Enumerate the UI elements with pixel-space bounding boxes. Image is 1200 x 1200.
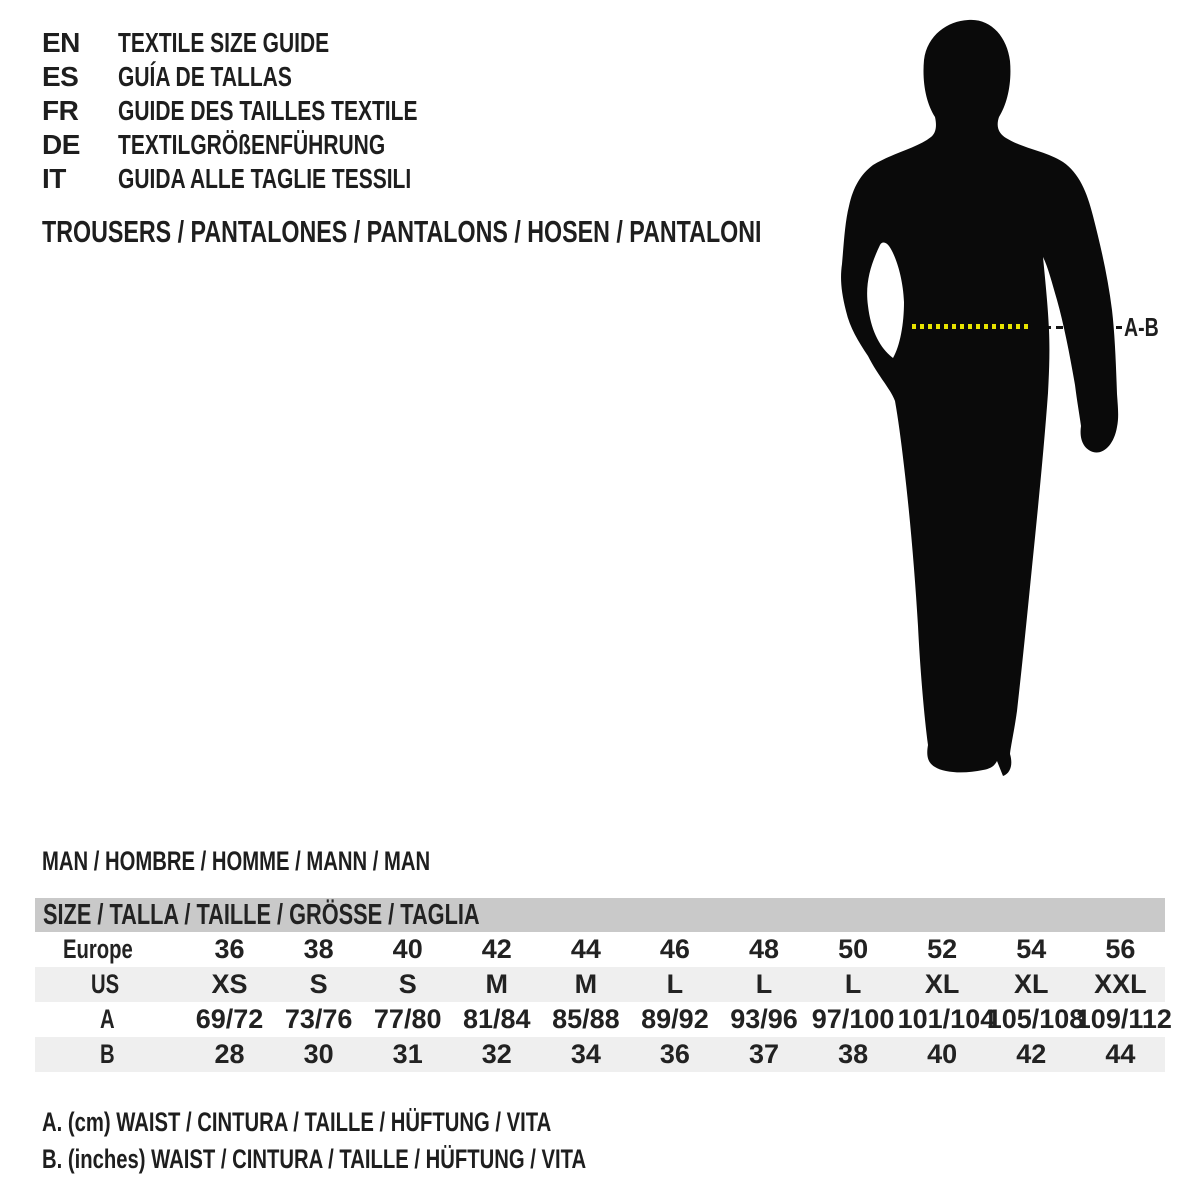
table-row-us	[35, 967, 1165, 1002]
table-cell: 36	[659, 1039, 690, 1069]
row-label: Europe	[63, 934, 134, 964]
table-cell: S	[309, 969, 328, 999]
table-cell: M	[574, 969, 598, 999]
language-code: EN	[42, 27, 80, 58]
size-table-header-row	[35, 898, 1165, 932]
category-title: TROUSERS / PANTALONES / PANTALONS / HOSEN / PANTALONI	[42, 214, 762, 249]
table-cell: 38	[303, 934, 334, 964]
table-cell: XL	[1013, 969, 1049, 999]
table-cell: 69/72	[195, 1004, 264, 1034]
waist-dotted-line	[912, 324, 1032, 329]
size-table	[35, 898, 1172, 1072]
table-cell: 105/108	[986, 1004, 1085, 1034]
language-title: GUIDE DES TAILLES TEXTILE	[118, 95, 418, 126]
table-cell: XS	[211, 969, 248, 999]
language-row-it	[42, 162, 517, 196]
table-cell: M	[485, 969, 509, 999]
size-table-header: SIZE / TALLA / TAILLE / GRÖSSE / TAGLIA	[35, 898, 1165, 932]
table-cell: 52	[927, 934, 958, 964]
table-cell: 109/112	[1075, 1004, 1172, 1034]
table-cell: XXL	[1094, 969, 1147, 999]
table-cell: XL	[924, 969, 960, 999]
man-silhouette-figure	[838, 16, 1120, 780]
language-row-es	[42, 60, 517, 94]
row-label: US	[91, 969, 120, 999]
table-cell: 31	[392, 1039, 423, 1069]
row-label: B	[100, 1039, 115, 1069]
footnotes	[42, 1104, 767, 1178]
note-b-inches: B. (inches) WAIST / CINTURA / TAILLE / HÜFTUNG / VITA	[42, 1144, 587, 1174]
table-cell: 38	[838, 1039, 869, 1069]
language-row-de	[42, 128, 517, 162]
table-cell: 30	[303, 1039, 334, 1069]
language-title-block	[42, 26, 517, 196]
table-cell: 37	[748, 1039, 780, 1069]
man-silhouette-body	[841, 20, 1118, 776]
table-cell: 89/92	[641, 1004, 709, 1034]
table-cell: 85/88	[552, 1004, 620, 1034]
table-cell: 32	[481, 1039, 512, 1069]
table-cell: 42	[481, 934, 512, 964]
language-row-en	[42, 26, 517, 60]
language-code: FR	[42, 95, 79, 126]
table-cell: 44	[570, 934, 601, 964]
table-cell: 56	[1105, 934, 1136, 964]
table-cell: 93/96	[730, 1004, 798, 1034]
table-cell: 54	[1016, 934, 1047, 964]
table-cell: 77/80	[373, 1004, 442, 1034]
table-cell: 34	[570, 1039, 601, 1069]
language-title: GUÍA DE TALLAS	[118, 61, 292, 92]
language-code: DE	[42, 129, 80, 160]
table-cell: 40	[927, 1039, 958, 1069]
table-cell: 97/100	[811, 1004, 895, 1034]
language-code: IT	[42, 163, 66, 194]
language-title: GUIDA ALLE TAGLIE TESSILI	[118, 163, 412, 194]
language-title: TEXTILGRÖßENFÜHRUNG	[118, 129, 386, 160]
table-cell: 81/84	[462, 1004, 531, 1034]
section-title: MAN / HOMBRE / HOMME / MANN / MAN	[42, 846, 431, 876]
table-cell: L	[755, 969, 773, 999]
table-row-europe	[35, 932, 1165, 967]
language-code: ES	[42, 61, 79, 92]
waist-measure-label: A-B	[1124, 312, 1159, 342]
table-cell: 46	[659, 934, 690, 964]
note-a-cm: A. (cm) WAIST / CINTURA / TAILLE / HÜFTUNG / VITA	[42, 1107, 552, 1137]
table-cell: L	[844, 969, 862, 999]
table-cell: 28	[214, 1039, 245, 1069]
table-cell: L	[666, 969, 684, 999]
table-cell: 73/76	[284, 1004, 353, 1034]
table-cell: 101/104	[897, 1004, 996, 1034]
table-cell: 44	[1105, 1039, 1136, 1069]
table-cell: 48	[748, 934, 780, 964]
language-title: TEXTILE SIZE GUIDE	[118, 27, 330, 58]
row-label: A	[100, 1004, 115, 1034]
table-cell: 50	[838, 934, 869, 964]
language-row-fr	[42, 94, 517, 128]
table-cell: 36	[214, 934, 245, 964]
table-cell: S	[398, 969, 417, 999]
table-row-b-inches	[35, 1037, 1165, 1072]
table-cell: 40	[392, 934, 423, 964]
table-row-a-cm	[35, 1002, 1165, 1037]
table-cell: 42	[1016, 1039, 1047, 1069]
